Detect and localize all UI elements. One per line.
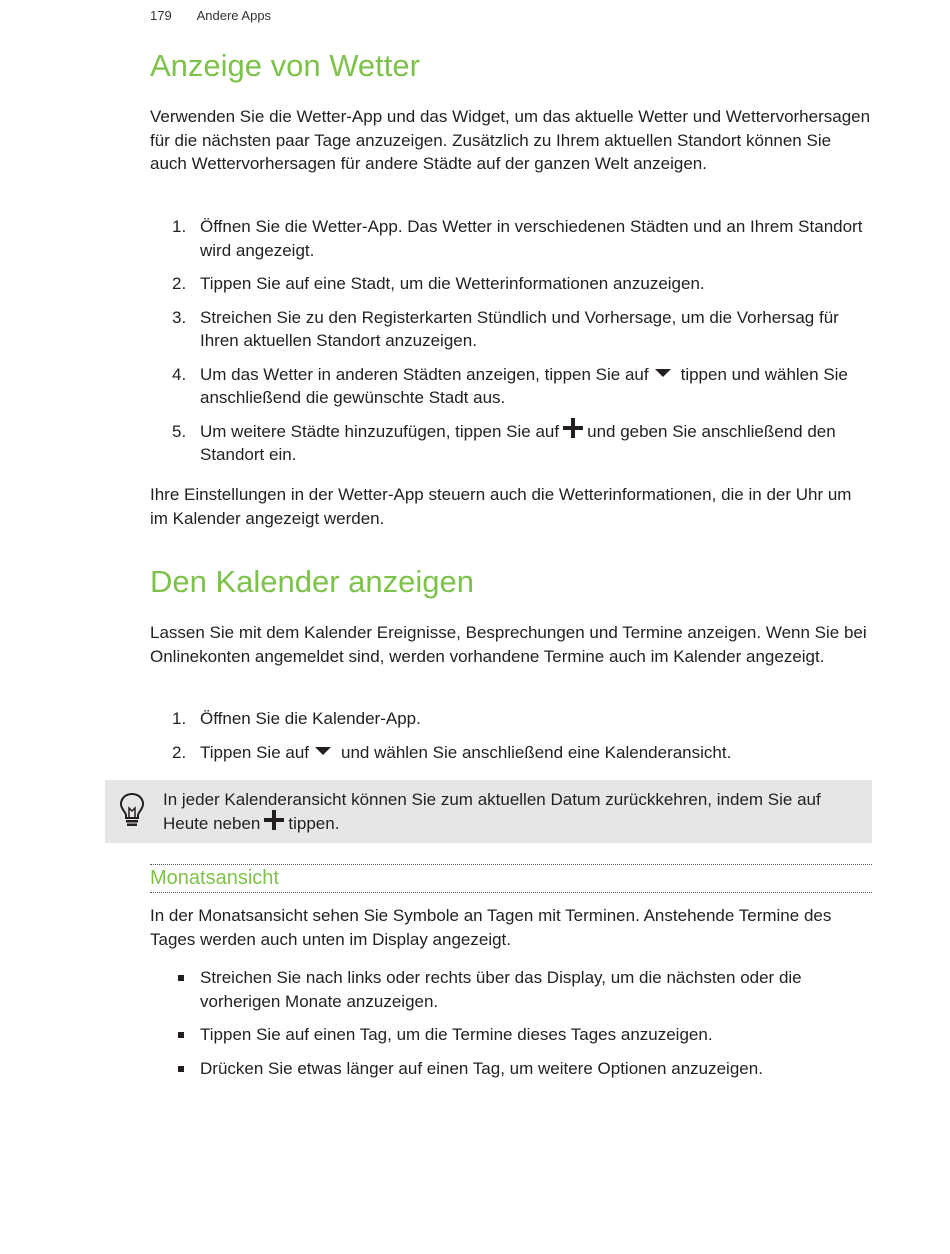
month-view-heading: Monatsansicht [150, 867, 279, 889]
list-item [150, 707, 872, 731]
step-text: Tippen Sie auf [200, 742, 309, 762]
step-number: 5. [172, 421, 187, 441]
step-text: Öffnen Sie die Kalender-App. [200, 709, 421, 728]
list-item [150, 363, 872, 410]
step-number: 3. [172, 307, 187, 327]
month-view-bullets [150, 966, 872, 1090]
weather-outro: Ihre Einstellungen in der Wetter-App steuern auch die Wetterinformationen, die in der Uhr um im Kalender angezeigt werden. [150, 485, 852, 528]
step-number: 4. [172, 364, 187, 384]
bullet-text: Tippen Sie auf einen Tag, um die Termine dieses Tages anzuzeigen. [200, 1025, 713, 1044]
step-number: 2. [172, 274, 187, 293]
list-item [150, 420, 872, 467]
tip-text [163, 788, 863, 835]
list-item [150, 215, 872, 262]
list-item [150, 1057, 872, 1081]
weather-heading: Anzeige von Wetter [150, 48, 420, 83]
list-item [150, 272, 872, 296]
bullet-icon [178, 1066, 184, 1072]
weather-intro: Verwenden Sie die Wetter-App und das Widget, um das aktuelle Wetter und Wettervorhersagen für die nächsten paar Tage anzuzeigen. Zusätzlich zu Ihrem aktuellen Standort können Sie auch Wettervorhersagen für andere Städte auf der ganzen Welt anzeigen. [150, 107, 871, 173]
calendar-steps [150, 707, 872, 774]
bullet-icon [178, 975, 184, 981]
page-number: 179 [150, 8, 172, 23]
step-text: Um weitere Städte hinzuzufügen, tippen Sie auf [200, 421, 560, 441]
tip-text-part: tippen. [288, 813, 340, 833]
step-text: tippen und wählen Sie anschließend die gewünschte Stadt aus. [200, 364, 848, 407]
step-text: und geben Sie anschließend den Standort ein. [200, 421, 836, 464]
calendar-heading: Den Kalender anzeigen [150, 564, 475, 599]
tip-box [105, 780, 872, 843]
dropdown-arrow-icon [655, 369, 671, 377]
list-item [150, 306, 872, 353]
weather-steps [150, 215, 872, 477]
step-text: Um das Wetter in anderen Städten anzeigen, tippen Sie auf [200, 364, 649, 384]
page-header [150, 8, 271, 23]
plus-icon [264, 810, 284, 830]
step-number: 1. [172, 709, 187, 728]
bullet-text: Streichen Sie nach links oder rechts über das Display, um die nächsten oder die vorherigen Monate anzuzeigen. [200, 968, 802, 1011]
section-name: Andere Apps [196, 8, 272, 23]
divider [150, 864, 872, 865]
step-text: Streichen Sie zu den Registerkarten Stündlich und Vorhersage, um die Vorhersag für Ihren aktuellen Standort anzuzeigen. [200, 307, 839, 350]
list-item [150, 741, 872, 765]
plus-icon [563, 418, 583, 438]
divider [150, 892, 872, 893]
dropdown-arrow-icon [315, 747, 331, 755]
tip-text-part: In jeder Kalenderansicht können Sie zum aktuellen Datum zurückkehren, indem Sie auf Heute neben [163, 790, 821, 833]
bullet-text: Drücken Sie etwas länger auf einen Tag, um weitere Optionen anzuzeigen. [200, 1058, 763, 1078]
step-text: Öffnen Sie die Wetter-App. Das Wetter in verschiedenen Städten und an Ihrem Standort wird angezeigt. [200, 217, 863, 260]
step-number: 2. [172, 742, 187, 762]
step-text: Tippen Sie auf eine Stadt, um die Wetterinformationen anzuzeigen. [200, 274, 705, 293]
month-view-intro: In der Monatsansicht sehen Sie Symbole an Tagen mit Terminen. Anstehende Termine des Tages werden auch unten im Display angezeigt. [150, 906, 832, 949]
bullet-icon [178, 1032, 184, 1038]
step-text: und wählen Sie anschließend eine Kalenderansicht. [341, 742, 732, 762]
step-number: 1. [172, 217, 187, 236]
list-item [150, 966, 872, 1013]
calendar-intro: Lassen Sie mit dem Kalender Ereignisse, Besprechungen und Termine anzeigen. Wenn Sie bei Onlinekonten angemeldet sind, werden vorhandene Termine auch im Kalender angezeigt. [150, 623, 867, 666]
lightbulb-icon [119, 792, 145, 833]
list-item [150, 1023, 872, 1047]
